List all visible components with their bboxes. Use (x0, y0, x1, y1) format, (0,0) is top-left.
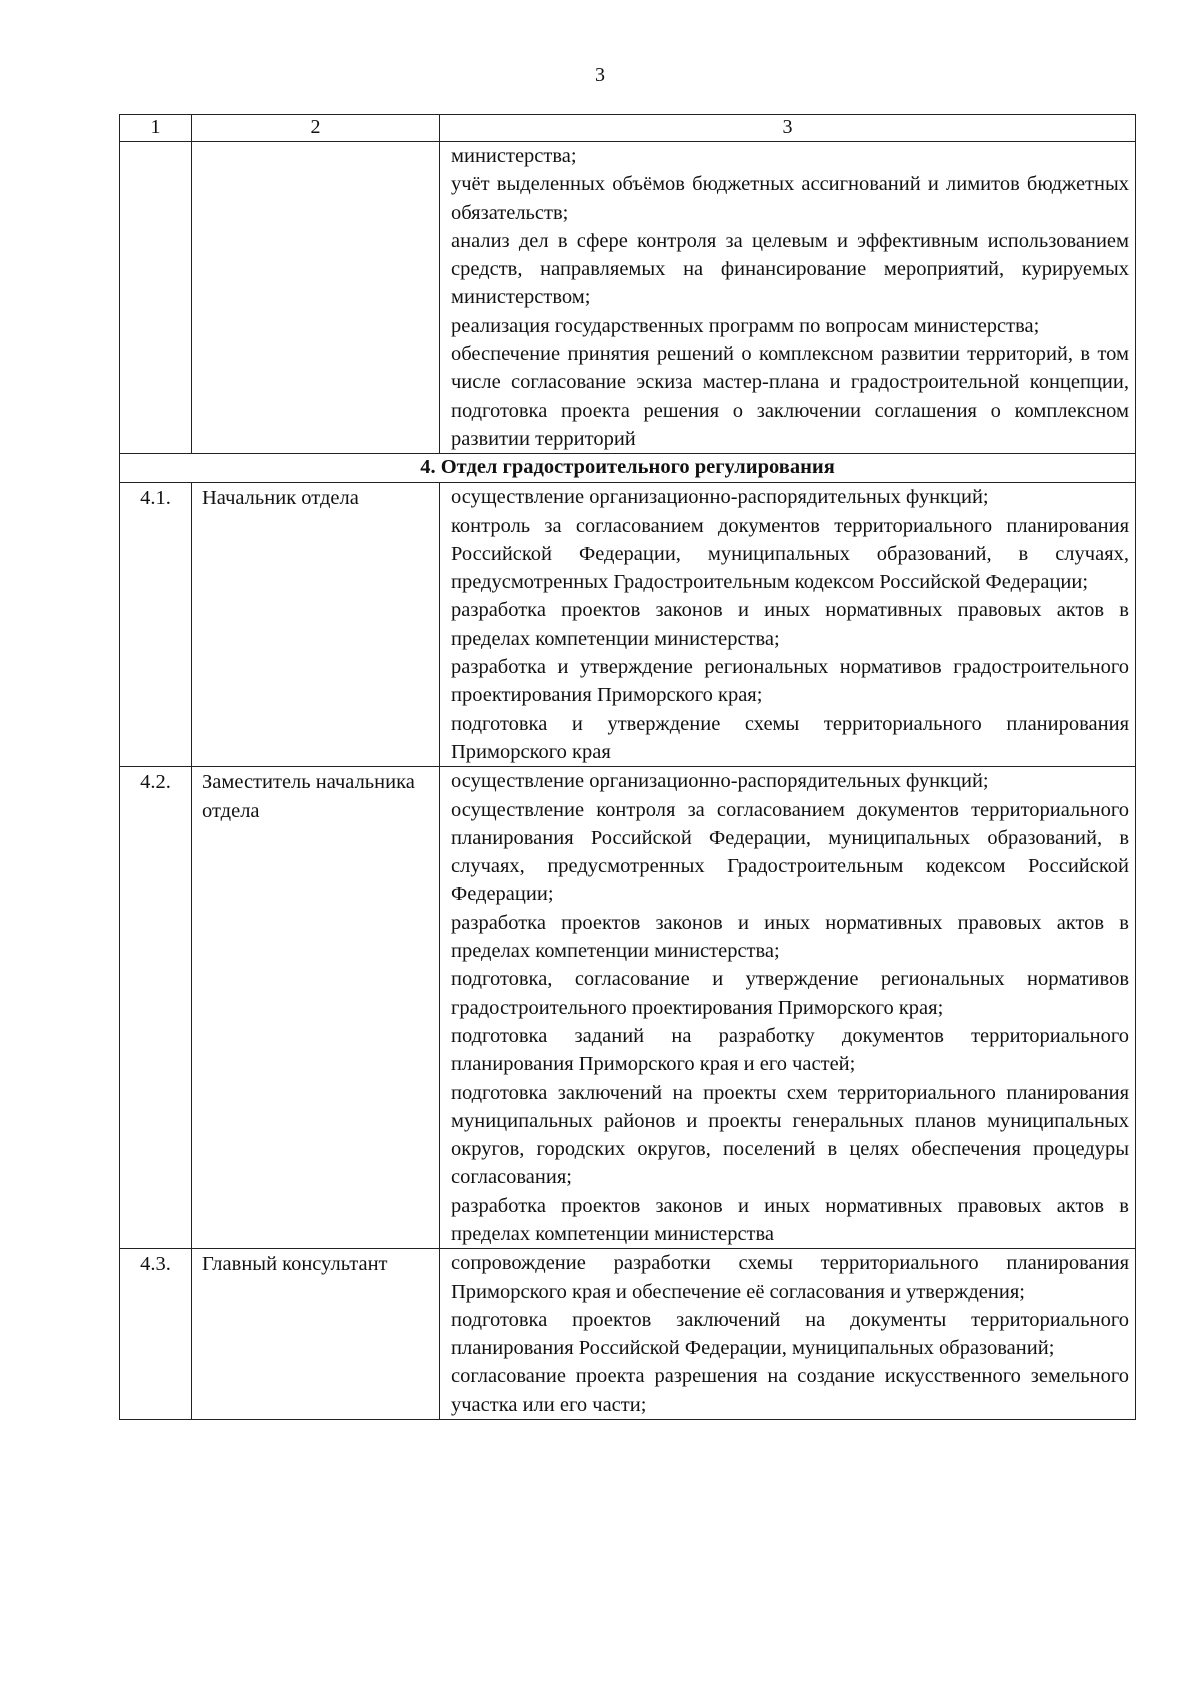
row-number: 4.1. (120, 483, 192, 767)
duty-item: согласование проекта разрешения на создание искусственного земельного участка или его части; (451, 1365, 1129, 1416)
duties-cell (440, 1249, 1136, 1420)
row-number: 4.2. (120, 767, 192, 1249)
duty-item: анализ дел в сфере контроля за целевым и эффективным использованием средств, направляемых на финансирование мероприятий, курируемых министерством; (451, 229, 1129, 309)
duties-cell (440, 767, 1136, 1249)
duty-item: реализация государственных программ по вопросам министерства; (451, 314, 1040, 337)
duty-item: подготовка, согласование и утверждение региональных нормативов градостроительного проектирования Приморского края; (451, 968, 1129, 1019)
position-title: Начальник отдела (192, 483, 440, 767)
row-number: 4.3. (120, 1249, 192, 1420)
duty-item: разработка и утверждение региональных нормативов градостроительного проектирования Приморского края; (451, 656, 1129, 707)
header-cell-1: 1 (120, 115, 192, 142)
header-cell-2: 2 (192, 115, 440, 142)
section-row (120, 454, 1136, 483)
duty-item: разработка проектов законов и иных нормативных правовых актов в пределах компетенции министерства (451, 1194, 1129, 1245)
position-title: Заместитель начальника отдела (192, 767, 440, 1249)
duty-item: подготовка проектов заключений на документы территориального планирования Российской Федерации, муниципальных образований; (451, 1308, 1129, 1360)
duty-item: разработка проектов законов и иных нормативных правовых актов в пределах компетенции министерства; (451, 911, 1129, 963)
page-number: 3 (595, 64, 605, 86)
continuation-row (120, 142, 1136, 454)
row-number-cell (120, 142, 192, 454)
duties-cell (440, 483, 1136, 767)
table-row (120, 1249, 1136, 1420)
duties-cell (440, 142, 1136, 454)
duty-item: обеспечение принятия решений о комплексном развитии территорий, в том числе согласование эскиза мастер-плана и градостроительной концепции, подготовка проекта решения о заключении соглашения о комплексном развитии территорий (451, 343, 1129, 450)
duty-item: подготовка и утверждение схемы территориального планирования Приморского края (451, 712, 1129, 763)
table-row (120, 483, 1136, 767)
header-cell-3: 3 (440, 115, 1136, 142)
position-cell (192, 142, 440, 454)
duty-item: осуществление контроля за согласованием документов территориального планирования Российской Федерации, муниципальных образований, в случаях, предусмотренных Градостроительным кодексом Российской Федерации; (451, 798, 1129, 906)
duties-table (119, 114, 1136, 1420)
table-row (120, 767, 1136, 1249)
duty-item: сопровождение разработки схемы территориального планирования Приморского края и обеспечение её согласования и утверждения; (451, 1252, 1129, 1303)
duty-item: осуществление организационно-распорядительных функций; (451, 486, 989, 509)
duty-item: учёт выделенных объёмов бюджетных ассигнований и лимитов бюджетных обязательств; (451, 173, 1129, 224)
duty-item: разработка проектов законов и иных нормативных правовых актов в пределах компетенции министерства; (451, 599, 1129, 650)
section-title: 4. Отдел градостроительного регулирования (120, 454, 1136, 483)
duty-item: контроль за согласованием документов территориального планирования Российской Федерации, муниципальных образований, в случаях, предусмотренных Градостроительным кодексом Российской Федерации; (451, 514, 1129, 594)
duty-item: осуществление организационно-распорядительных функций; (451, 770, 989, 793)
duty-item: подготовка заключений на проекты схем территориального планирования муниципальных районов и проекты генеральных планов муниципальных округов, городских округов, поселений в целях обеспечения процедуры согласования; (451, 1081, 1129, 1189)
table-header-row (120, 115, 1136, 142)
duty-item: подготовка заданий на разработку документов территориального планирования Приморского края и его частей; (451, 1024, 1129, 1076)
position-title: Главный консультант (192, 1249, 440, 1420)
duty-item: министерства; (451, 145, 577, 167)
